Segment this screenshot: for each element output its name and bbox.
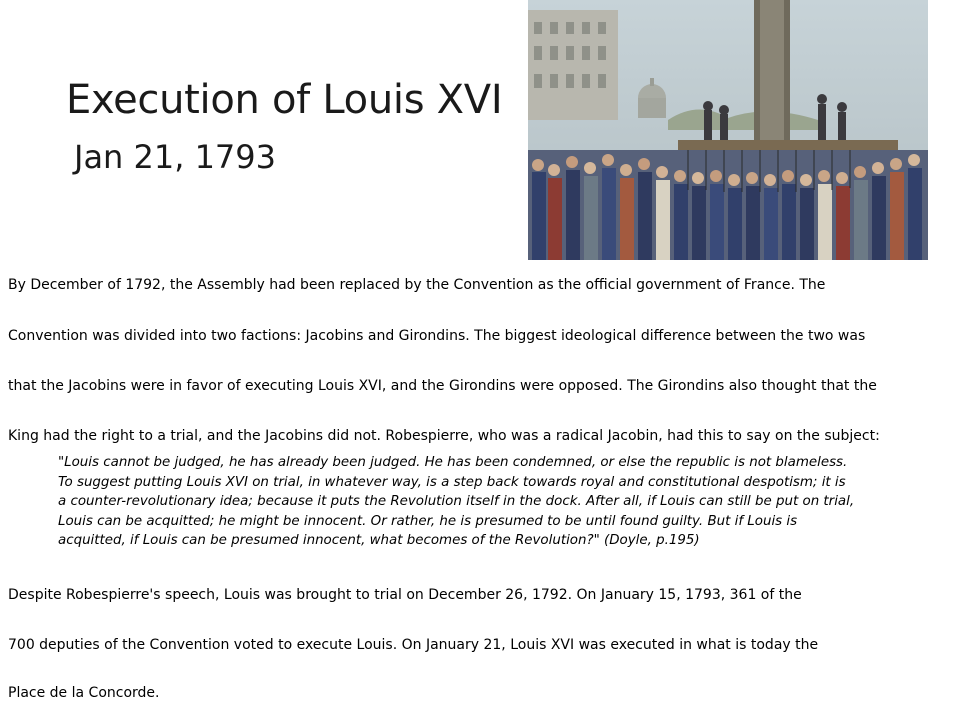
paragraph-line: that the Jacobins were in favor of executing Louis XVI, and the Girondins were opposed. The Girondins also thought that the	[8, 378, 877, 394]
robespierre-quote	[58, 453, 954, 551]
paragraph-line: Convention was divided into two factions: Jacobins and Girondins. The biggest ideological difference between the two was	[8, 328, 866, 344]
paragraph-line: By December of 1792, the Assembly had been replaced by the Convention as the official government of France. The	[8, 277, 826, 293]
slide-date: Jan 21, 1793	[74, 138, 276, 176]
paragraph-line: Place de la Concorde.	[8, 685, 160, 701]
quote-line: Louis can be acquitted; he might be innocent. Or rather, he is presumed to be until found guilty. But if Louis is	[58, 513, 798, 529]
paragraph-line: Despite Robespierre's speech, Louis was brought to trial on December 26, 1792. On January 15, 1793, 361 of the	[8, 587, 802, 603]
paragraph-line: 700 deputies of the Convention voted to execute Louis. On January 21, Louis XVI was executed in what is today the	[8, 637, 819, 653]
quote-line: "Louis cannot be judged, he has already been judged. He has been condemned, or else the republic is not blameless.	[58, 455, 848, 470]
execution-painting	[528, 0, 928, 260]
paragraph-line: King had the right to a trial, and the Jacobins did not. Robespierre, who was a radical Jacobin, had this to say on the subject:	[8, 428, 880, 444]
quote-line: acquitted, if Louis can be presumed innocent, what becomes of the Revolution?" (Doyle, p.195)	[58, 533, 700, 549]
quote-line: To suggest putting Louis XVI on trial, in whatever way, is a step back towards royal and constitutional despotism; it is	[58, 474, 846, 490]
execution-painting-illustration	[528, 0, 928, 260]
quote-line: a counter-revolutionary idea; because it puts the Revolution itself in the dock. After all, if Louis can still be put on trial,	[58, 494, 855, 510]
slide-title: Execution of Louis XVI	[66, 77, 503, 123]
